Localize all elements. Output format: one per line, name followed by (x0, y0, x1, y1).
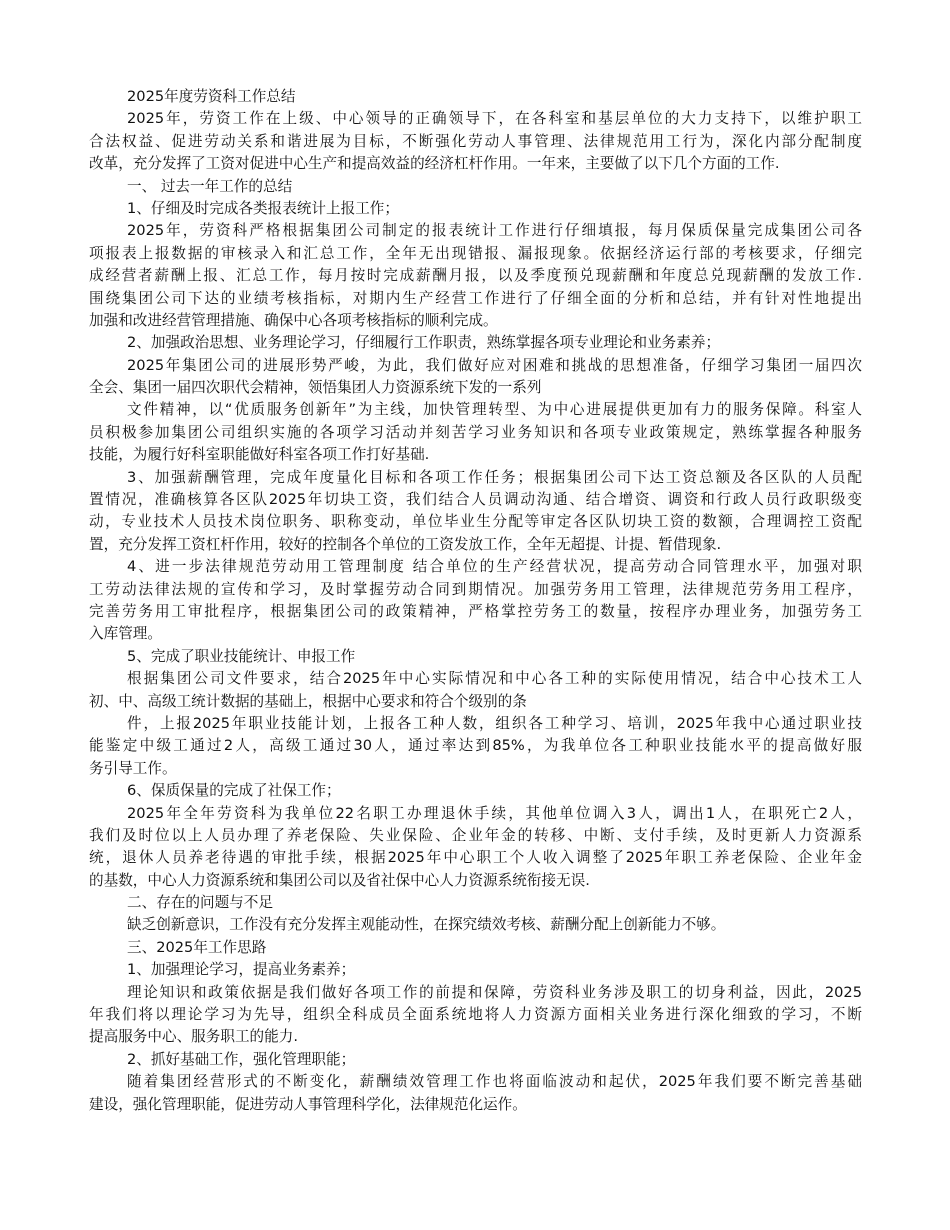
text-line: 2、加强政治思想、业务理论学习，仔细履行工作职责，熟练掌握各项专业理论和业务素养； (127, 334, 721, 352)
text-line: 改革，充分发挥了工资对促进中心生产和提高效益的经济杠杆作用。一年来，主要做了以下几个方面的工作. (89, 155, 780, 173)
text-line: 的基数，中心人力资源系统和集团公司以及省社保中心人力资源系统衔接无误. (89, 871, 590, 889)
text-line: 件，上报2025年职业技能计划，上报各工种人数，组织各工种学习、培训，2025年我中心通过职业技 (127, 714, 862, 732)
text-line: 围绕集团公司下达的业绩考核指标，对期内生产经营工作进行了仔细全面的分析和总结，并有针对性地提出 (89, 289, 862, 307)
text-line: 动，专业技术人员技术岗位职务、职称变动，单位毕业生分配等审定各区队切块工资的数额，合理调控工资配 (89, 513, 862, 531)
text-line: 2025年全年劳资科为我单位22名职工办理退休手续，其他单位调入3人，调出1人，在职死亡2人， (127, 804, 862, 822)
text-line: 二、存在的问题与不足 (127, 894, 273, 912)
text-line: 技能，为履行好科室职能做好科室各项工作打好基础. (89, 446, 430, 464)
text-line: 统，退休人员养老待遇的审批手续，根据2025年中心职工个人收入调整了2025年职工养老保险、企业年金 (89, 849, 862, 867)
text-line: 5、完成了职业技能统计、申报工作 (127, 647, 356, 665)
text-line: 2、抓好基础工作，强化管理职能； (127, 1050, 356, 1068)
text-line: 2025年集团公司的进展形势严峻，为此，我们做好应对困难和挑战的思想准备，仔细学习集团一届四次 (127, 356, 862, 374)
text-line: 入库管理。 (89, 625, 162, 643)
text-line: 建设，强化管理职能，促进劳动人事管理科学化，法律规范化运作。 (89, 1095, 527, 1113)
text-line: 2025年，劳资科严格根据集团公司制定的报表统计工作进行仔细填报，每月保质保量完成集团公司各 (127, 222, 862, 240)
text-line: 随着集团经营形式的不断变化，薪酬绩效管理工作也将面临波动和起伏，2025年我们要不断完善基础 (127, 1073, 862, 1091)
document-page (89, 86, 862, 1116)
text-line: 全会、集团一届四次职代会精神，领悟集团人力资源系统下发的一系列 (89, 379, 542, 397)
text-line: 一、 过去一年工作的总结 (127, 177, 293, 195)
text-line: 三、2025年工作思路 (127, 938, 267, 956)
document-title: 2025年度劳资科工作总结 (127, 88, 296, 105)
text-line: 年我们将以理论学习为先导，组织全科成员全面系统地将人力资源方面相关业务进行深化细致的学习，不断 (89, 1006, 862, 1024)
text-line: 成经营者薪酬上报、汇总工作，每月按时完成薪酬月报，以及季度预兑现薪酬和年度总兑现薪酬的发放工作. (89, 267, 862, 285)
text-line: 能鉴定中级工通过2人，高级工通过30人，通过率达到85%，为我单位各工种职业技能水平的提高做好服 (89, 737, 862, 755)
text-line: 文件精神，以“优质服务创新年”为主线，加快管理转型、为中心进展提供更加有力的服务保障。科室人 (127, 401, 862, 419)
text-line: 1、加强理论学习，提高业务素养； (127, 961, 356, 979)
text-line: 2025年，劳资工作在上级、中心领导的正确领导下，在各科室和基层单位的大力支持下，以维护职工 (127, 110, 862, 128)
text-line: 4、进一步法律规范劳动用工管理制度 结合单位的生产经营状况，提高劳动合同管理水平，加强对职 (127, 558, 862, 576)
text-line: 初、中、高级工统计数据的基础上，根据中心要求和符合个级别的条 (89, 692, 527, 710)
text-line: 提高服务中心、服务职工的能力. (89, 1028, 298, 1046)
text-line: 加强和改进经营管理措施、确保中心各项考核指标的顺利完成。 (89, 311, 498, 329)
text-line: 3、加强薪酬管理，完成年度量化目标和各项工作任务；根据集团公司下达工资总额及各区队的人员配 (127, 468, 862, 486)
text-line: 合法权益、促进劳动关系和谐进展为目标，不断强化劳动人事管理、法律规范用工行为，深化内部分配制度 (89, 132, 862, 150)
text-line: 根据集团公司文件要求，结合2025年中心实际情况和中心各工种的实际使用情况，结合中心技术工人 (127, 670, 862, 688)
text-line: 员积极参加集团公司组织实施的各项学习活动并刻苦学习业务知识和各项专业政策规定，熟练掌握各种服务 (89, 423, 862, 441)
text-line: 完善劳务用工审批程序，根据集团公司的政策精神，严格掌控劳务工的数量，按程序办理业务，加强劳务工 (89, 602, 862, 620)
text-line: 缺乏创新意识，工作没有充分发挥主观能动性，在探究绩效考核、薪酬分配上创新能力不够。 (127, 916, 726, 934)
text-line: 置情况，准确核算各区队2025年切块工资，我们结合人员调动沟通、结合增资、调资和行政人员行政职级变 (89, 491, 862, 509)
text-line: 理论知识和政策依据是我们做好各项工作的前提和保障，劳资科业务涉及职工的切身利益，因此，2025 (127, 983, 862, 1001)
document-body (89, 108, 862, 1116)
text-line: 1、仔细及时完成各类报表统计上报工作； (127, 199, 399, 217)
text-line: 置，充分发挥工资杠杆作用，较好的控制各个单位的工资发放工作，全年无超提、计提、暂借现象. (89, 535, 722, 553)
text-line: 我们及时位以上人员办理了养老保险、失业保险、企业年金的转移、中断、支付手续，及时更新人力资源系 (89, 826, 862, 844)
text-line: 6、保质保量的完成了社保工作； (127, 782, 341, 800)
text-line: 务引导工作。 (89, 759, 177, 777)
text-line: 工劳动法律法规的宣传和学习，及时掌握劳动合同到期情况。加强劳务用工管理，法律规范劳务用工程序， (89, 580, 862, 598)
text-line: 项报表上报数据的审核录入和汇总工作，全年无出现错报、漏报现象。依据经济运行部的考核要求，仔细完 (89, 244, 862, 262)
